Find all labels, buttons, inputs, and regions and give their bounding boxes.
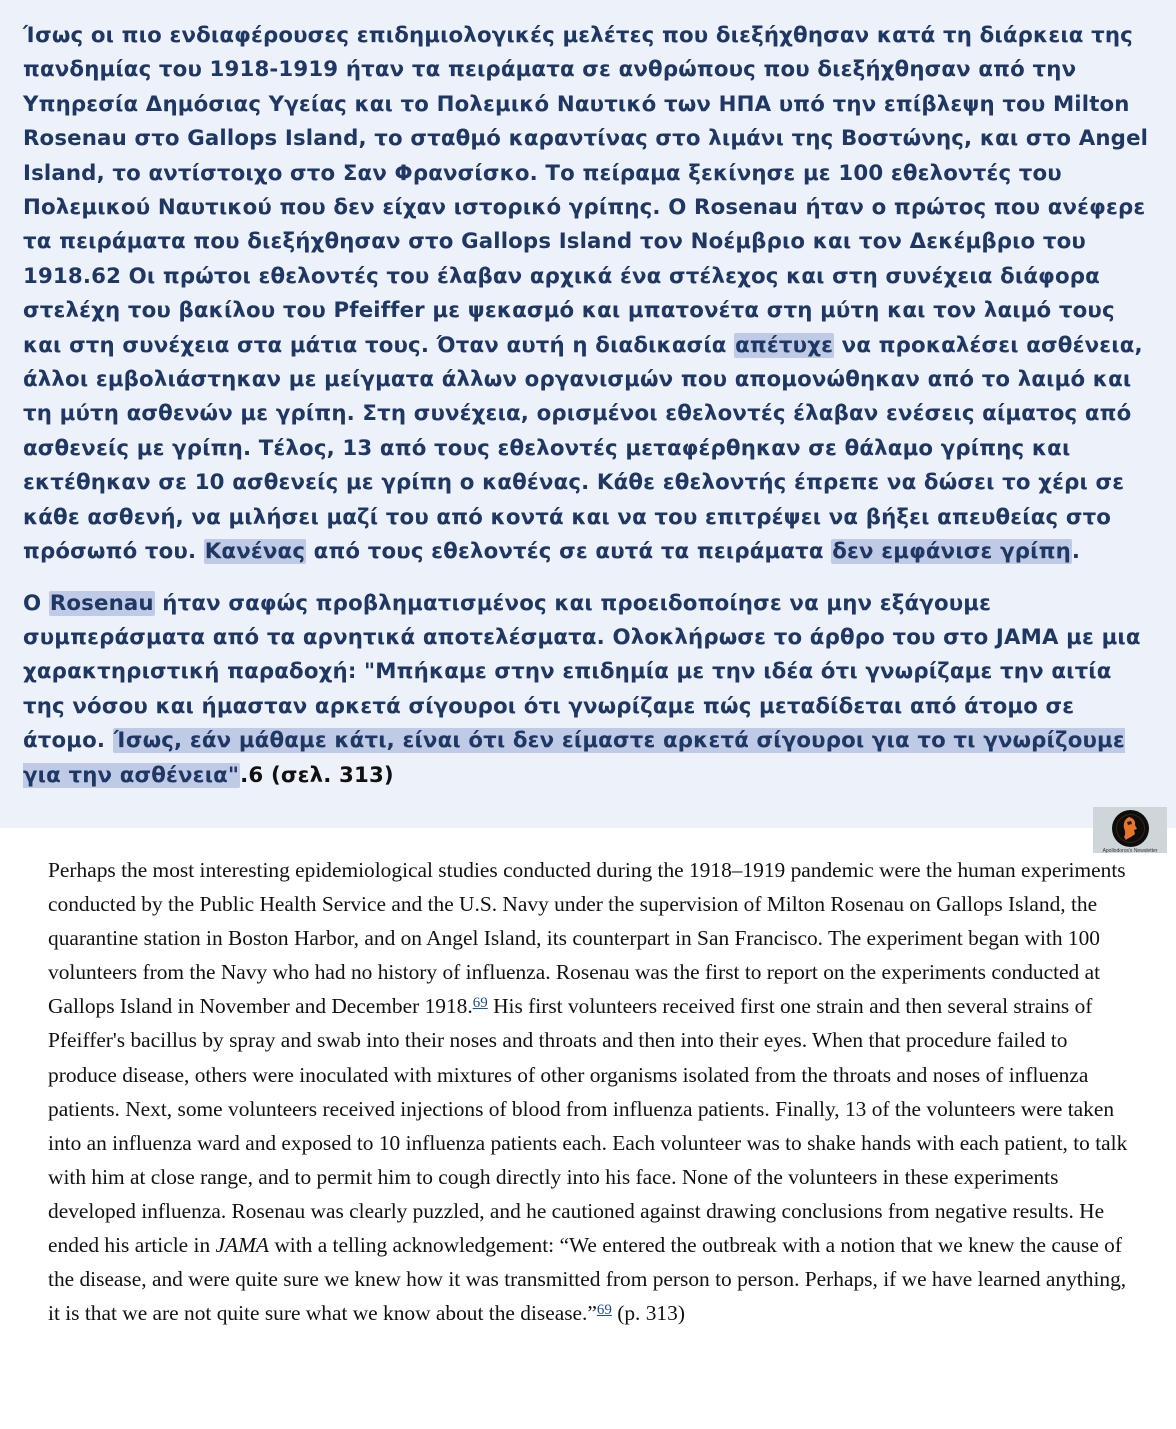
highlight-quote: Ίσως, εάν μάθαμε κάτι, είναι ότι δεν είμαστε αρκετά σίγουροι για το τι γνωρίζουμε για την ασθένεια" — [23, 728, 1125, 788]
greek-paragraph-1 — [23, 19, 1156, 570]
highlight-no-flu: δεν εμφάνισε γρίπη — [832, 539, 1071, 565]
footnote-link-69-second[interactable]: 69 — [596, 1302, 612, 1319]
newsletter-logo-icon — [1112, 810, 1149, 847]
highlight-none: Κανένας — [204, 539, 306, 565]
greek-p2-start: Ο — [23, 590, 49, 616]
greek-p1-middle: από τους εθελοντές σε αυτά τα πειράματα — [306, 539, 832, 565]
greek-paragraph-2 — [23, 587, 1156, 793]
english-paragraph — [48, 853, 1138, 1330]
footnote-link-69[interactable]: 69 — [472, 995, 488, 1012]
greek-p2-reference: .6 (σελ. 313) — [240, 762, 394, 788]
greek-p1-end: . — [1071, 539, 1081, 565]
english-part-3: with a telling acknowledgement: “We entered the outbreak with a notion that we knew the cause of the disease, and were quite sure we knew how it was transmitted from person to person. Perhaps, if we have learned anything, it is that we are not quite sure what we know about the disease.” — [48, 1233, 1127, 1326]
newsletter-label: Apollodoros's Newsletter — [1102, 848, 1158, 854]
english-part-4: (p. 313) — [611, 1301, 685, 1326]
greek-p1-intro: Ίσως οι πιο ενδιαφέρουσες επιδημιολογικές μελέτες που διεξήχθησαν κατά τη διάρκεια της πανδημίας του 1918-1919 ήταν τα πειράματα σε ανθρώπους που διεξήχθησαν από την Υπηρεσία Δημόσιας Υγείας και το Πολεμικό Ναυτικό των ΗΠΑ υπό την επίβλεψη του Milton Rosenau στο Gallops Island, το σταθμό καραντίνας στο λιμάνι της Βοστώνης, και στο Angel Island, το αντίστοιχο στο Σαν Φρανσίσκο. Το πείραμα ξεκίνησε με 100 εθελοντές του Πολεμικού Ναυτικού που δεν είχαν ιστορικό γρίπης. Ο Rosenau ήταν ο πρώτος που ανέφερε τα πειράματα που διεξήχθησαν στο Gallops Island τον Νοέμβριο και τον Δεκέμβριο του 1918.62 Οι πρώτοι εθελοντές του έλαβαν αρχικά ένα στέλεχος και στη συνέχεια διάφορα στελέχη του βακίλου του Pfeiffer με ψεκασμό και μπατονέτα στη μύτη και τον λαιμό τους και στη συνέχεια στα μάτια τους. Όταν αυτή η διαδικασία — [23, 23, 1149, 358]
english-original-block — [48, 853, 1138, 1330]
highlight-failed: απέτυχε — [735, 332, 834, 358]
newsletter-badge[interactable] — [1093, 807, 1167, 853]
english-part-1: Perhaps the most interesting epidemiological studies conducted during the 1918–1919 pandemic were the human experiments conducted by the Public Health Service and the U.S. Navy under the supervision of Milton Rosenau on Gallops Island, the quarantine station in Boston Harbor, and on Angel Island, its counterpart in San Francisco. The experiment began with 100 volunteers from the Navy who had no history of influenza. Rosenau was the first to report on the experiments conducted at Gallops Island in November and December 1918. — [48, 858, 1126, 1019]
journal-name: JAMA — [215, 1233, 269, 1258]
highlight-rosenau: Rosenau — [49, 590, 154, 616]
english-part-2: His first volunteers received first one strain and then several strains of Pfeiffer's bacillus by spray and swab into their noses and throats and then into their eyes. When that procedure failed to produce disease, others were inoculated with mixtures of other organisms isolated from the throats and noses of influenza patients. Next, some volunteers received injections of blood from influenza patients. Finally, 13 of the volunteers were taken into an influenza ward and exposed to 10 influenza patients each. Each volunteer was to shake hands with each patient, to talk with him at close range, and to permit him to cough directly into his face. None of the volunteers in these experiments developed influenza. Rosenau was clearly puzzled, and he cautioned against drawing conclusions from negative results. He ended his article in — [48, 994, 1128, 1258]
greek-p1-after-failed: να προκαλέσει ασθένεια, άλλοι εμβολιάστηκαν με μείγματα άλλων οργανισμών που απομονώθηκαν από το λαιμό και τη μύτη ασθενών με γρίπη. Στη συνέχεια, ορισμένοι εθελοντές έλαβαν ενέσεις αίματος από ασθενείς με γρίπη. Τέλος, 13 από τους εθελοντές μεταφέρθηκαν σε θάλαμο γρίπης και εκτέθηκαν σε 10 ασθενείς με γρίπη ο καθένας. Κάθε εθελοντής έπρεπε να δώσει το χέρι σε κάθε ασθενή, να μιλήσει μαζί του από κοντά και να του επιτρέψει να βήξει απευθείας στο πρόσωπό του. — [23, 332, 1143, 565]
greek-p2-body: ήταν σαφώς προβληματισμένος και προειδοποίησε να μην εξάγουμε συμπεράσματα από τα αρνητικά αποτελέσματα. Ολοκλήρωσε το άρθρο του στο JAMA με μια χαρακτηριστική παραδοχή: "Μπήκαμε στην επιδημία με την ιδέα ότι γνωρίζαμε την αιτία της νόσου και ήμασταν αρκετά σίγουροι ότι γνωρίζαμε πώς μεταδίδεται από άτομο σε άτομο. — [23, 590, 1141, 754]
